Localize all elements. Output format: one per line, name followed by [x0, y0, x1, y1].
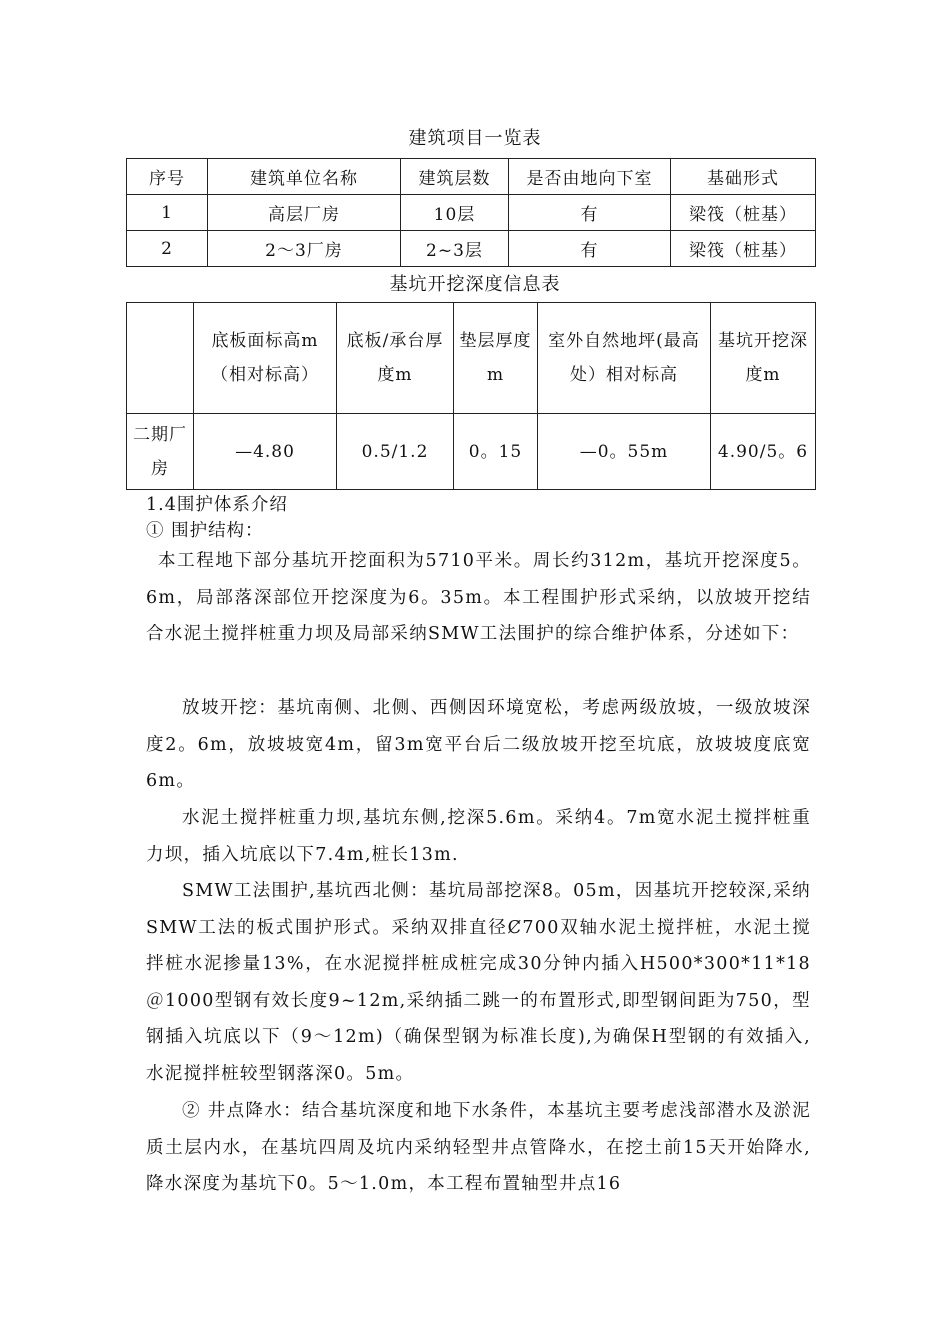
- table-cell: 2~3层: [401, 231, 509, 267]
- table-header-cell: [127, 303, 194, 414]
- table-cell: 10层: [401, 195, 509, 231]
- table-row: [127, 414, 816, 490]
- paragraph: 水泥土搅拌桩重力坝,基坑东侧,挖深5.6m。采纳4。7m宽水泥土搅拌桩重力坝，插入坑底以下7.4m,桩长13m.: [146, 808, 811, 865]
- table-cell: 高层厂房: [208, 195, 401, 231]
- table-header-cell: 底板面标高m（相对标高）: [194, 303, 337, 414]
- table-header-cell: 序号: [127, 159, 208, 195]
- table-cell: 0。15: [454, 414, 538, 490]
- table-cell: 有: [509, 231, 671, 267]
- section-subheading: ① 围护结构：: [146, 521, 264, 541]
- table-cell: 4.90/5。6: [711, 414, 816, 490]
- table-header-row: [127, 159, 816, 195]
- section-heading: 1.4围护体系介绍: [146, 495, 288, 515]
- table-cell: 2: [127, 231, 208, 267]
- table-header-cell: 垫层厚度m: [454, 303, 538, 414]
- paragraph: 本工程地下部分基坑开挖面积为5710平米。周长约312m，基坑开挖深度5。6m，局部落深部位开挖深度为6。35m。本工程围护形式采纳，以放坡开挖结合水泥土搅拌桩重力坝及局部采纳SMW工法围护的综合维护体系，分述如下：: [146, 551, 811, 644]
- table-cell: 梁筏（桩基）: [671, 195, 816, 231]
- table-header-cell: 基坑开挖深度m: [711, 303, 816, 414]
- table-header-cell: 是否由地向下室: [509, 159, 671, 195]
- table-cell: 2～3厂房: [208, 231, 401, 267]
- building-items-table: [126, 158, 816, 267]
- table-header-cell: 建筑层数: [401, 159, 509, 195]
- table-cell: —4.80: [194, 414, 337, 490]
- table-row: [127, 231, 816, 267]
- table-cell: 0.5/1.2: [337, 414, 454, 490]
- excavation-depth-table: [126, 302, 816, 490]
- table-row: [127, 195, 816, 231]
- table-cell: —0。55m: [538, 414, 711, 490]
- table-cell: 有: [509, 195, 671, 231]
- table-header-cell: 底板/承台厚度m: [337, 303, 454, 414]
- table1-caption: 建筑项目一览表: [408, 128, 542, 149]
- table-cell: 1: [127, 195, 208, 231]
- paragraph: 放坡开挖：基坑南侧、北侧、西侧因环境宽松，考虑两级放坡，一级放坡深度2。6m，放坡坡宽4m，留3m宽平台后二级放坡开挖至坑底，放坡坡度底宽6m。: [146, 698, 811, 791]
- table-header-cell: 基础形式: [671, 159, 816, 195]
- table2-caption: 基坑开挖深度信息表: [389, 274, 561, 295]
- table-header-row: [127, 303, 816, 414]
- table-cell: 梁筏（桩基）: [671, 231, 816, 267]
- paragraph: SMW工法围护,基坑西北侧：基坑局部挖深8。05m，因基坑开挖较深,采纳SMW工法的板式围护形式。采纳双排直径Ȼ700双轴水泥土搅拌桩，水泥土搅拌桩水泥掺量13%，在水泥搅拌桩成桩完成30分钟内插入H500*300*11*18＠1000型钢有效长度9~12m,采纳插二跳一的布置形式,即型钢间距为750，型钢插入坑底以下（9～12m)（确保型钢为标准长度),为确保H型钢的有效插入,水泥搅拌桩较型钢落深0。5m。: [146, 881, 811, 1084]
- table-header-cell: 室外自然地坪(最高处）相对标高: [538, 303, 711, 414]
- table-header-cell: 建筑单位名称: [208, 159, 401, 195]
- paragraph: ② 井点降水：结合基坑深度和地下水条件，本基坑主要考虑浅部潜水及淤泥质土层内水，在基坑四周及坑内采纳轻型井点管降水，在挖土前15天开始降水,降水深度为基坑下0。5～1.0m，本工程布置轴型井点16: [146, 1101, 811, 1194]
- table-cell: 二期厂房: [127, 414, 194, 490]
